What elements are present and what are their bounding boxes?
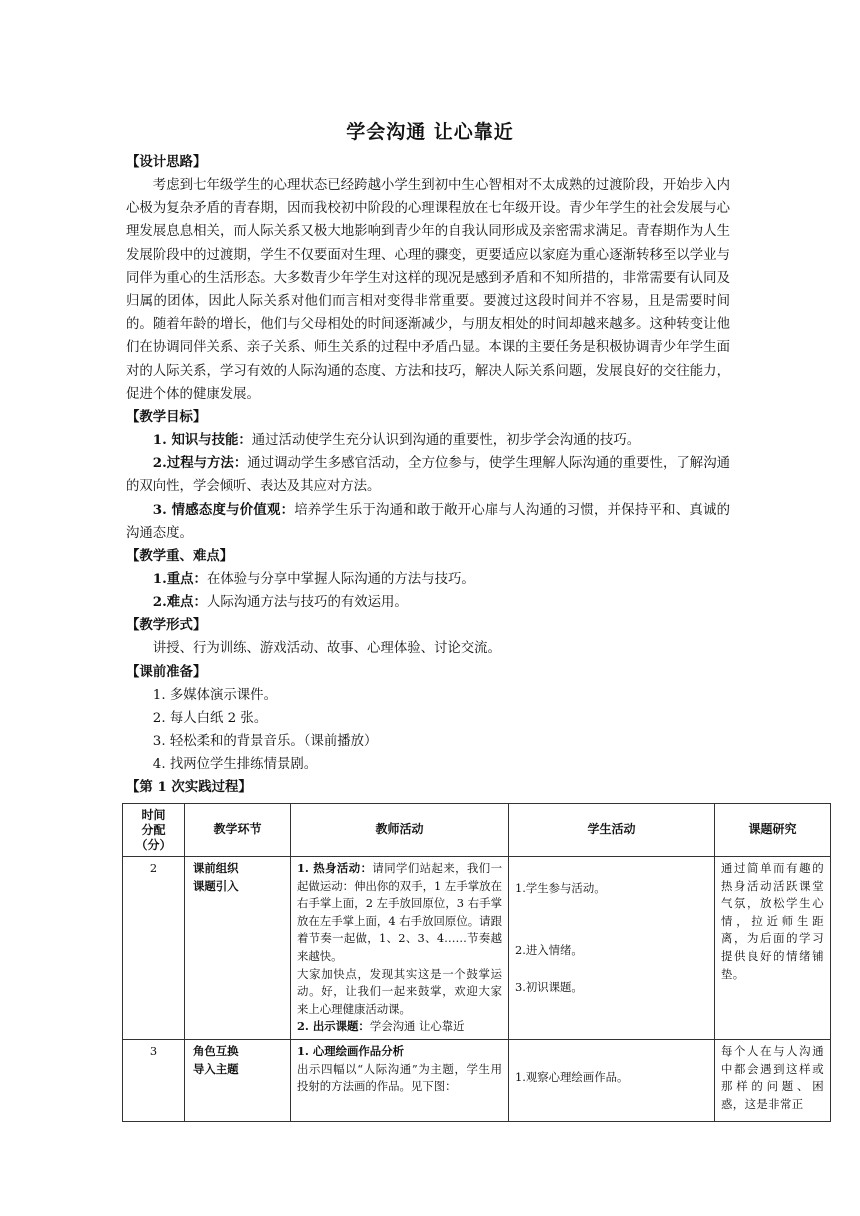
table-row [123, 857, 831, 1040]
teacher-label: 2. 出示课题： [297, 1019, 370, 1034]
teacher-text: 请同学们站起来，我们一起做运动：伸出你的双手，1 左手掌放在右手掌上面，2 左手放回原位，3 右手掌放在左手掌上面，4 右手放回原位。请跟着节奏一起做，1、2、3、4……节奏越来越快。 [297, 861, 502, 963]
time-cell: 3 [123, 1039, 185, 1121]
keypoint-text: 人际沟通方法与技巧的有效运用。 [206, 595, 408, 611]
goal-text: 培养学生乐于沟通和敢于敞开心扉与人沟通的习惯，并保持平和、真诚的沟通态度。 [126, 502, 731, 541]
research-cell: 通过简单而有趣的热身活动活跃课堂气氛，放松学生心情，拉近师生距离，为后面的学习提供良好的情绪铺垫。 [715, 857, 831, 1040]
keypoints-heading: 【教学重、难点】 [126, 548, 234, 565]
goals-heading: 【教学目标】 [126, 409, 207, 426]
prep-item: 1. 多媒体演示课件。 [152, 687, 277, 703]
teacher-text: 学会沟通 让心靠近 [369, 1019, 465, 1034]
prep-item: 4. 找两位学生排练情景剧。 [152, 757, 318, 773]
research-cell: 每个人在与人沟通中都会遇到这样或那样的问题、困惑，这是非常正 [715, 1039, 831, 1121]
goal-label: 3. 情感态度与价值观： [152, 501, 295, 518]
design-paragraph: 考虑到七年级学生的心理状态已经跨越小学生到初中生心智相对不太成熟的过渡阶段，开始步入内心极为复杂矛盾的青春期，因而我校初中阶段的心理课程放在七年级开设。青少年学生的社会发展与心理发展息息相关，而人际关系又极大地影响到青少年的自我认同形成及亲密需求满足。青春期作为人生发展阶段中的过渡期，学生不仅要面对生理、心理的骤变，更要适应以家庭为重心逐渐转移至以学业与同伴为重心的生活形态。大多数青少年学生对这样的现况是感到矛盾和不知所措的，非常需要有认同及归属的团体，因此人际关系对他们而言相对变得非常重要。要渡过这段时间并不容易，且是需要时间的。随着年龄的增长，他们与父母相处的时间逐渐减少，与朋友相处的时间却越来越多。这种转变让他们在协调同伴关系、亲子关系、师生关系的过程中矛盾凸显。本课的主要任务是积极协调青少年学生面对的人际关系，学习有效的人际沟通的态度、方法和技巧，解决人际关系问题，发展良好的交往能力，促进个体的健康发展。 [126, 178, 730, 402]
student-cell [509, 1039, 715, 1121]
keypoint-item [126, 568, 730, 591]
goal-item [126, 429, 730, 452]
practice-heading: 【第 1 次实践过程】 [126, 779, 252, 796]
stage-cell: 角色互换 导入主题 [185, 1039, 291, 1121]
form-heading: 【教学形式】 [126, 617, 207, 634]
student-activity: 1.观察心理绘画作品。 [515, 1069, 629, 1084]
student-activity: 3.初识课题。 [515, 980, 583, 995]
header-stage: 教学环节 [185, 804, 291, 857]
prep-item: 3. 轻松柔和的背景音乐。（课前播放） [152, 734, 378, 750]
table-header-row [123, 804, 831, 857]
document-body [126, 151, 730, 799]
teacher-cell [291, 1039, 509, 1121]
teacher-text: 大家加快点，发现其实这是一个鼓掌运动。好，让我们一起来鼓掌，欢迎大家来上心理健康活动课。 [297, 966, 502, 1016]
prep-item: 2. 每人白纸 2 张。 [152, 710, 268, 726]
student-cell [509, 857, 715, 1040]
goal-label: 2.过程与方法： [152, 455, 248, 472]
teacher-activity-2 [297, 1018, 502, 1036]
keypoint-label: 1.重点： [152, 571, 207, 588]
goal-text: 通过调动学生多感官活动，全方位参与，使学生理解人际沟通的重要性，了解沟通的双向性，学会倾听、表达及其应对方法。 [126, 456, 731, 495]
header-teacher: 教师活动 [291, 804, 509, 857]
header-student: 学生活动 [509, 804, 715, 857]
form-text: 讲授、行为训练、游戏活动、故事、心理体验、讨论交流。 [152, 641, 501, 657]
lesson-process-table [122, 803, 831, 1122]
teacher-text: 出示四幅以“人际沟通”为主题，学生用投射的方法画的作品。见下图： [297, 1061, 502, 1094]
goal-item [126, 499, 730, 545]
page-title: 学会沟通 让心靠近 [346, 121, 514, 143]
stage-cell: 课前组织 课题引入 [185, 857, 291, 1040]
goal-item [126, 452, 730, 498]
student-activity: 2.进入情绪。 [515, 942, 583, 957]
student-activity: 1.学生参与活动。 [515, 881, 606, 895]
teacher-label: 1. 热身活动： [297, 861, 373, 875]
teacher-label: 1. 心理绘画作品分析 [297, 1043, 404, 1058]
prep-heading: 【课前准备】 [126, 663, 207, 680]
header-time: 时间 分配 （分） [123, 804, 185, 857]
table-row [123, 1039, 831, 1121]
teacher-activity-1 [297, 860, 502, 966]
goal-label: 1. 知识与技能： [152, 432, 252, 449]
design-heading: 【设计思路】 [126, 154, 207, 170]
time-cell: 2 [123, 857, 185, 1040]
header-research: 课题研究 [715, 804, 831, 857]
goal-text: 通过活动使学生充分认识到沟通的重要性，初步学会沟通的技巧。 [251, 433, 641, 449]
keypoint-item [126, 591, 730, 614]
keypoint-label: 2.难点： [152, 594, 207, 611]
keypoint-text: 在体验与分享中掌握人际沟通的方法与技巧。 [206, 572, 475, 588]
teacher-cell [291, 857, 509, 1040]
